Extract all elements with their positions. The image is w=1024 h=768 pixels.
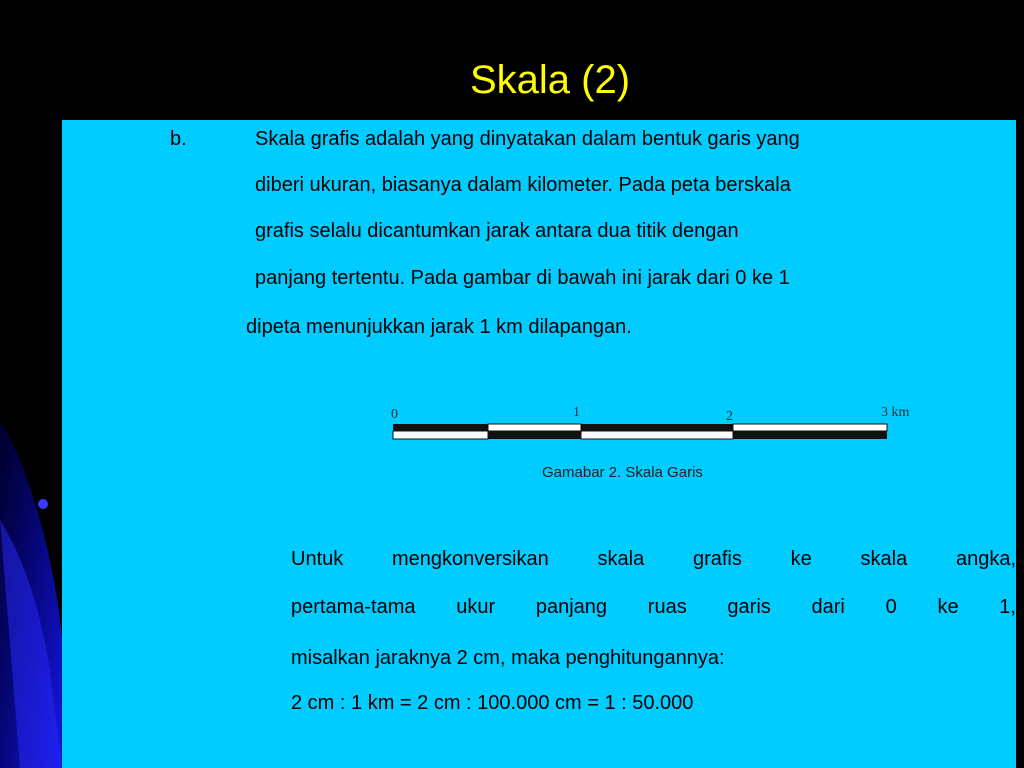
scale-segment [393,431,488,439]
scale-segment [733,424,887,431]
scale-tick-label: 3 km [881,405,910,420]
decor-dot [38,499,48,509]
conversion-formula: 2 cm : 1 km = 2 cm : 100.000 cm = 1 : 50.000 [291,692,694,714]
scale-segment [581,424,733,431]
scale-segment [733,431,887,439]
content-panel [62,120,1016,768]
list-marker: b. [170,128,187,150]
scale-bar-figure [382,398,922,448]
figure-caption: Gamabar 2. Skala Garis [542,464,703,481]
scale-tick-label: 2 [726,409,733,424]
paragraph-line-4: panjang tertentu. Pada gambar di bawah ini jarak dari 0 ke 1 [255,267,790,289]
paragraph-line-3: grafis selalu dicantumkan jarak antara dua titik dengan [255,220,739,242]
scale-tick-label: 0 [391,407,398,422]
scale-tick-label: 1 [573,405,580,420]
scale-segment [393,424,488,431]
conversion-line-3: misalkan jaraknya 2 cm, maka penghitungannya: [291,647,725,669]
page-title: Skala (2) [469,58,631,102]
paragraph-line-1: Skala grafis adalah yang dinyatakan dalam bentuk garis yang [255,128,800,150]
paragraph-line-5: dipeta menunjukkan jarak 1 km dilapangan. [246,316,632,338]
conversion-line-2: pertama-tama ukur panjang ruas garis dari 0 ke 1, [291,596,1016,618]
scale-segment [488,431,581,439]
scale-segment [581,431,733,439]
scale-segment [488,424,581,431]
conversion-line-1: Untuk mengkonversikan skala grafis ke skala angka, [291,548,1016,570]
paragraph-line-2: diberi ukuran, biasanya dalam kilometer. Pada peta berskala [255,174,791,196]
